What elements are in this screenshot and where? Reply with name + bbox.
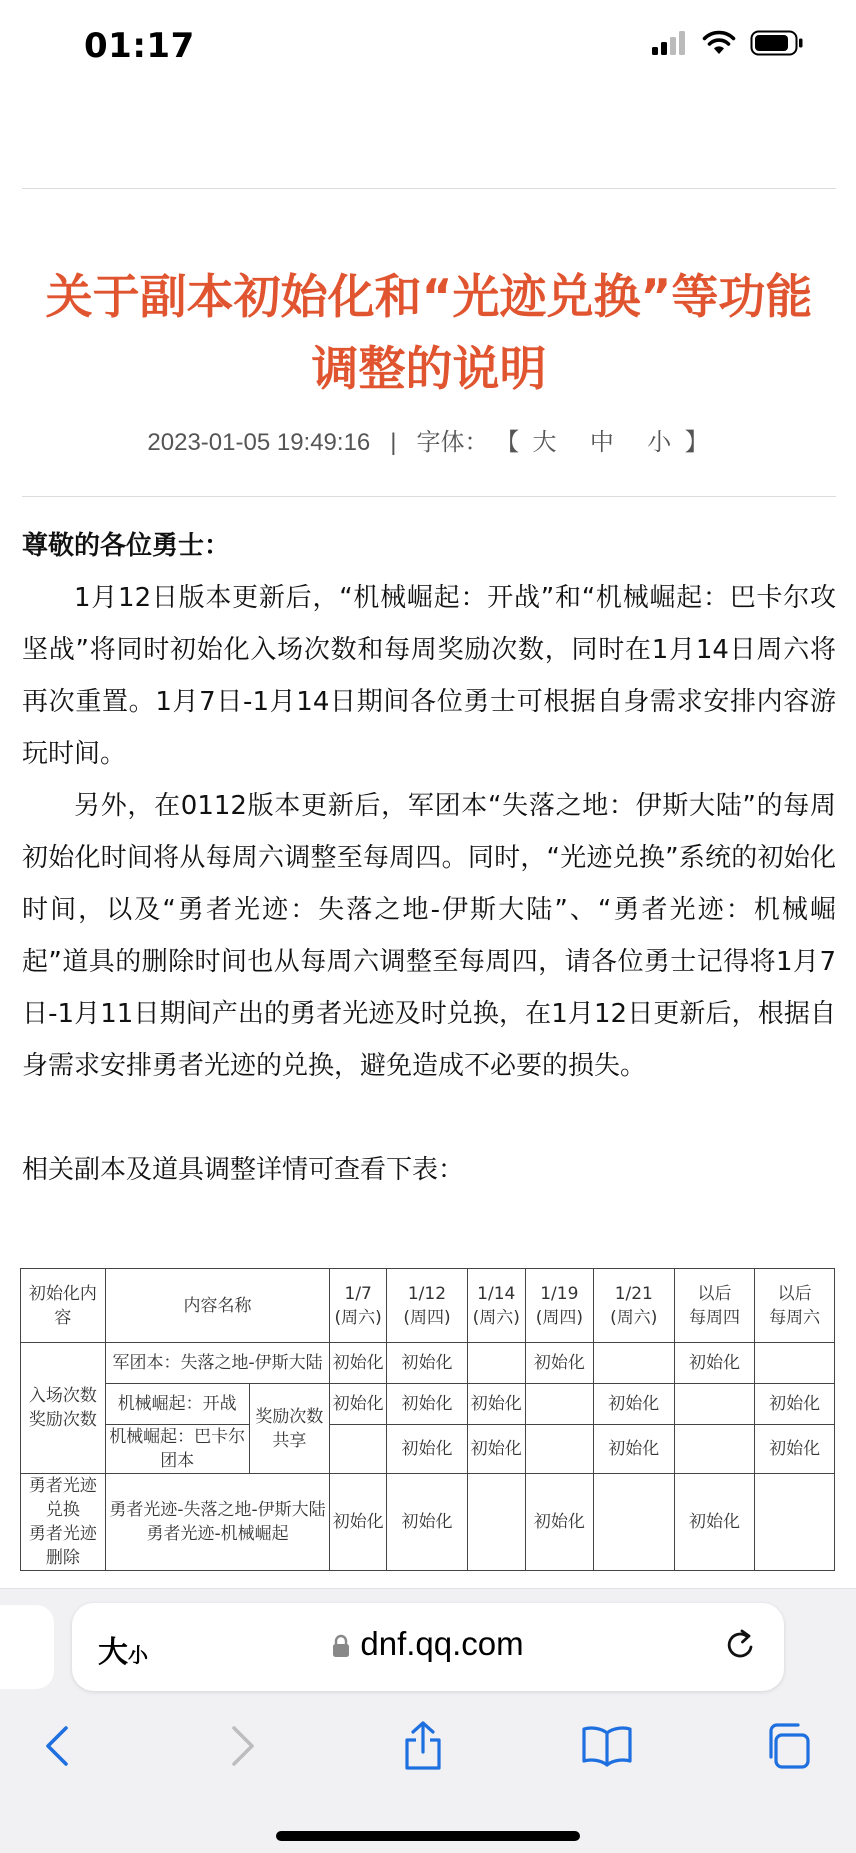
reload-icon[interactable] (720, 1625, 760, 1665)
header-date-2: 1/12 (周四) (387, 1269, 468, 1343)
article-meta (0, 422, 856, 457)
bookmarks-button[interactable] (572, 1711, 642, 1781)
init-mark-cell: 初始化 (467, 1425, 525, 1474)
status-time: 01:17 (84, 26, 195, 66)
init-mark-cell: 初始化 (330, 1474, 387, 1571)
back-button[interactable] (22, 1711, 92, 1781)
status-icons (652, 30, 804, 56)
init-mark-cell: 初始化 (525, 1474, 593, 1571)
empty-cell (467, 1343, 525, 1384)
table-row (21, 1474, 835, 1571)
article-body (22, 520, 836, 1196)
header-date-5: 1/21 (周六) (593, 1269, 674, 1343)
greeting: 尊敬的各位勇士： (22, 531, 231, 561)
empty-cell (330, 1425, 387, 1474)
battery-icon (750, 30, 804, 56)
init-mark-cell: 初始化 (387, 1474, 468, 1571)
meta-separator: | (390, 429, 397, 456)
url-display[interactable] (72, 1625, 784, 1663)
font-small-link[interactable]: 小 (647, 429, 672, 456)
init-mark-cell: 初始化 (674, 1343, 755, 1384)
font-large-link[interactable]: 大 (532, 429, 557, 456)
home-indicator[interactable] (276, 1831, 580, 1841)
header-type: 初始化内容 (21, 1269, 106, 1343)
empty-cell (755, 1343, 835, 1384)
top-divider (22, 188, 836, 189)
row-name-trace-items: 勇者光迹-失落之地-伊斯大陆 勇者光迹-机械崛起 (105, 1474, 329, 1571)
empty-cell (674, 1384, 755, 1425)
share-icon (401, 1720, 445, 1772)
wifi-icon (702, 30, 736, 56)
paragraph-1: 1月12日版本更新后，“机械崛起：开战”和“机械崛起：巴卡尔攻坚战”将同时初始化入场次数和每周奖励次数，同时在1月14日周六将再次重置。1月7日-1月14日期间各位勇士可根据自身需求安排内容游玩时间。 (22, 583, 836, 769)
reader-text-size-button[interactable]: 大小 (98, 1635, 148, 1670)
init-mark-cell: 初始化 (387, 1384, 468, 1425)
paragraph-3: 相关副本及道具调整详情可查看下表： (22, 1155, 465, 1185)
status-bar (0, 0, 856, 100)
header-date-1: 1/7 (周六) (330, 1269, 387, 1343)
forward-button[interactable] (208, 1711, 278, 1781)
table-header-row (21, 1269, 835, 1343)
title-line-1: 关于副本初始化和“光迹兑换”等功能 (45, 270, 813, 325)
article-title (22, 262, 836, 406)
tabs-icon (763, 1722, 811, 1770)
shared-reward-cell: 奖励次数共享 (249, 1384, 330, 1474)
init-mark-cell: 初始化 (387, 1425, 468, 1474)
chevron-right-icon (228, 1724, 258, 1768)
row-name-mech-raid: 机械崛起：巴卡尔团本 (105, 1425, 249, 1474)
url-text: dnf.qq.com (360, 1625, 524, 1662)
browser-toolbar (0, 1711, 856, 1791)
table-row (21, 1384, 835, 1425)
previous-tab-preview[interactable] (0, 1605, 54, 1689)
table-row (21, 1425, 835, 1474)
group-trace-exchange: 勇者光迹兑换 勇者光迹删除 (21, 1474, 106, 1571)
empty-cell (525, 1384, 593, 1425)
empty-cell (755, 1474, 835, 1571)
header-date-4: 1/19 (周四) (525, 1269, 593, 1343)
row-name-mech-start: 机械崛起：开战 (105, 1384, 249, 1425)
title-line-2: 调整的说明 (311, 342, 547, 397)
header-after-saturday: 以后 每周六 (755, 1269, 835, 1343)
init-mark-cell: 初始化 (674, 1474, 755, 1571)
header-divider (22, 496, 836, 497)
bracket-open: 【 (495, 429, 520, 456)
init-mark-cell: 初始化 (387, 1343, 468, 1384)
font-medium-link[interactable]: 中 (589, 429, 614, 456)
empty-cell (593, 1343, 674, 1384)
tabs-button[interactable] (752, 1711, 822, 1781)
init-mark-cell: 初始化 (755, 1384, 835, 1425)
empty-cell (674, 1425, 755, 1474)
browser-bottom-bar (0, 1588, 856, 1853)
paragraph-2: 另外，在0112版本更新后，军团本“失落之地：伊斯大陆”的每周初始化时间将从每周六调整至每周四。同时，“光迹兑换”系统的初始化时间，以及“勇者光迹：失落之地-伊斯大陆”、“勇者光迹：机械崛起”道具的删除时间也从每周六调整至每周四，请各位勇士记得将1月7日-1月11日期间产出的勇者光迹及时兑换，在1月12日更新后，根据自身需求安排勇者光迹的兑换，避免造成不必要的损失。 (22, 791, 836, 1081)
bracket-close: 】 (684, 429, 709, 456)
init-mark-cell: 初始化 (330, 1343, 387, 1384)
init-mark-cell: 初始化 (525, 1343, 593, 1384)
schedule-table-wrapper (20, 1268, 835, 1571)
chevron-left-icon (42, 1724, 72, 1768)
lock-icon (332, 1634, 350, 1658)
init-mark-cell: 初始化 (467, 1384, 525, 1425)
row-name-legion: 军团本：失落之地-伊斯大陆 (105, 1343, 329, 1384)
publish-date: 2023-01-05 19:49:16 (147, 429, 371, 456)
empty-cell (467, 1474, 525, 1571)
init-mark-cell: 初始化 (593, 1384, 674, 1425)
group-entry-reward: 入场次数 奖励次数 (21, 1343, 106, 1474)
font-size-label: 字体： (416, 429, 489, 456)
init-mark-cell: 初始化 (593, 1425, 674, 1474)
header-after-thursday: 以后 每周四 (674, 1269, 755, 1343)
init-mark-cell: 初始化 (330, 1384, 387, 1425)
address-bar[interactable] (72, 1603, 784, 1691)
table-row (21, 1343, 835, 1384)
init-mark-cell: 初始化 (755, 1425, 835, 1474)
share-button[interactable] (388, 1711, 458, 1781)
empty-cell (525, 1425, 593, 1474)
empty-cell (593, 1474, 674, 1571)
schedule-table (20, 1268, 835, 1571)
book-icon (581, 1725, 633, 1767)
cellular-signal-icon (652, 31, 688, 55)
header-name: 内容名称 (105, 1269, 329, 1343)
header-date-3: 1/14 (周六) (467, 1269, 525, 1343)
